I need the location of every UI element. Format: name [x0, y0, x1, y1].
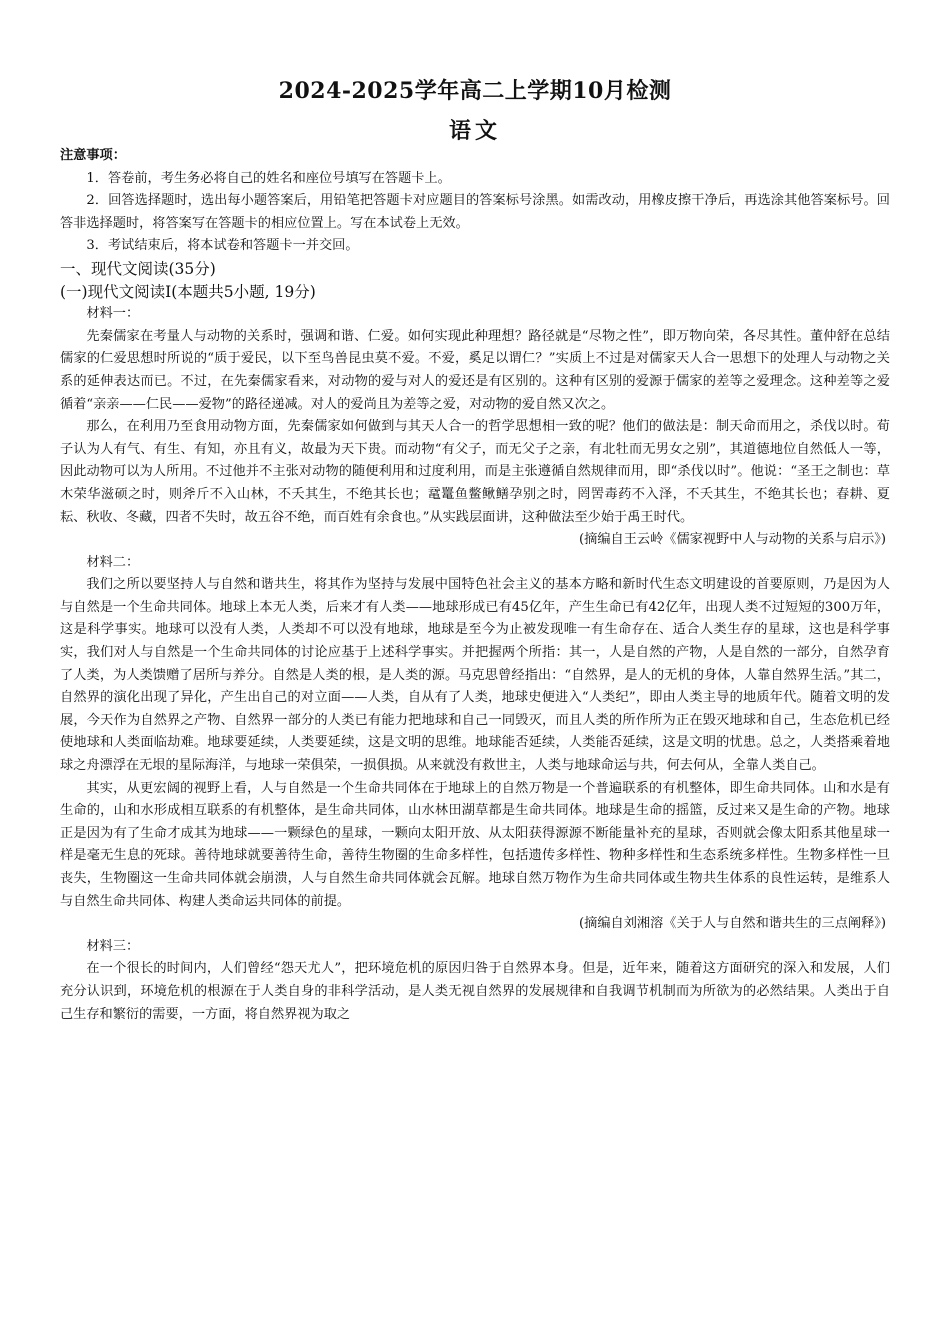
material-paragraph: 先秦儒家在考量人与动物的关系时，强调和谐、仁爱。如何实现此种理想？路径就是“尽物之性”，即万物向荣，各尽其性。董仲舒在总结儒家的仁爱思想时所说的“质于爱民，以下至鸟兽昆虫莫不爱。不爱，奚足以谓仁？”实质上不过是对儒家天人合一思想下的处理人与动物之关系的延伸表达而已。不过，在先秦儒家看来，对动物的爱与对人的爱还是有区别的。这种有区别的爱源于儒家的差等之爱理念。这种差等之爱循着“亲亲——仁民——爱物”的路径递减。对人的爱尚且为差等之爱，对动物的爱自然又次之。 [60, 328, 890, 412]
notice-heading: 注意事项： [60, 148, 126, 163]
notice-item: 3．考试结束后，将本试卷和答题卡一并交回。 [86, 238, 359, 254]
material-paragraph: 在一个很长的时间内，人们曾经“怨天尤人”，把环境危机的原因归咎于自然界本身。但是，近年来，随着这方面研究的深入和发展，人们充分认识到，环境危机的根源在于人类自身的非科学活动，是人类无视自然界的发展规律和自我调节机制而为所欲为的必然结果。人类出于自己生存和繁衍的需要，一方面，将自然界视为取之 [60, 961, 890, 1022]
subsection-title: (一)现代文阅读Ⅰ(本题共5小题, 19分) [60, 282, 316, 301]
material-label: 材料二： [86, 554, 140, 570]
subject-title: 语文 [448, 118, 501, 144]
material-source: (摘编自王云岭《儒家视野中人与动物的关系与启示》) [578, 532, 886, 548]
section-title: 一、现代文阅读(35分) [60, 259, 216, 278]
material-label: 材料三： [86, 938, 140, 954]
material-label: 材料一： [86, 306, 140, 322]
material-paragraph: 我们之所以要坚持人与自然和谐共生，将其作为坚持与发展中国特色社会主义的基本方略和新时代生态文明建设的首要原则，乃是因为人与自然是一个生命共同体。地球上本无人类，后来才有人类——地球形成已有45亿年，产生生命已有42亿年，出现人类不过短短的300万年，这是科学事实。地球可以没有人类，人类却不可以没有地球，地球是至今为止被发现唯一有生命存在、适合人类生存的星球，这也是科学事实，我们对人与自然是一个生命共同体的讨论应基于上述科学事实。并把握两个所指：其一，人是自然的产物，人是自然的一部分，自然孕育了人类，为人类馈赠了居所与养分。自然是人类的根，是人类的源。马克思曾经指出：“自然界，是人的无机的身体，人靠自然界生活。”其二，自然界的演化出现了异化，产生出自己的对立面——人类，自从有了人类，地球史便进入“人类纪”，即由人类主导的地质年代。随着文明的发展，今天作为自然界之产物、自然界一部分的人类已有能力把地球和自己一同毁灭，而且人类的所作所为正在毁灭地球和自己，生态危机已经使地球和人类面临劫难。地球要延续，人类要延续，这是文明的思维。地球能否延续，人类能否延续，这是文明的忧患。总之，人类搭乘着地球之舟漂浮在无垠的星际海洋，与地球一荣俱荣，一损俱损。从来就没有救世主，人类与地球命运与共，何去何从，全靠人类自己。 [60, 577, 890, 774]
material-paragraph: 其实，从更宏阔的视野上看，人与自然是一个生命共同体在于地球上的自然万物是一个普遍联系的有机整体，即生命共同体。山和水是有生命的，山和水形成相互联系的有机整体，是生命共同体，山水林田湖草都是生命共同体。地球是生命的摇篮，反过来又是生命的产物。地球正是因为有了生命才成其为地球——一颗绿色的星球，一颗向太阳开放、从太阳获得源源不断能量补充的星球，否则就会像太阳系其他星球一样是毫无生息的死球。善待地球就要善待生命，善待生物圈的生命多样性，包括遗传多样性、物种多样性和生态系统多样性。生物多样性一旦丧失，生物圈这一生命共同体就会崩溃，人与自然生命共同体就会瓦解。地球自然万物作为生命共同体或生物共生体系的良性运转，是维系人与自然生命共同体、构建人类命运共同体的前提。 [60, 780, 890, 909]
notice-item: 2．回答选择题时，选出每小题答案后，用铅笔把答题卡对应题目的答案标号涂黑。如需改动，用橡皮擦干净后，再选涂其他答案标号。回答非选择题时，将答案写在答题卡的相应位置上。写在本试卷上无效。 [60, 193, 890, 231]
material-paragraph: 那么，在利用乃至食用动物方面，先秦儒家如何做到与其天人合一的哲学思想相一致的呢？他们的做法是：制天命而用之，杀伐以时。荀子认为人有气、有生、有知，亦且有义，故最为天下贵。而动物“有父子，而无父子之亲，有北牡而无男女之别”，其道德地位自然低人一等，因此动物可以为人所用。不过他并不主张对动物的随便利用和过度利用，而是主张遵循自然规律而用，即“杀伐以时”。他说：“圣王之制也：草木荣华滋硕之时，则斧斤不入山林，不夭其生，不绝其长也；鼋鼍鱼鳖鳅鳝孕别之时，罔罟毒药不入泽，不夭其生，不绝其长也；春耕、夏耘、秋收、冬藏，四者不失时，故五谷不绝，而百姓有余食也。”从实践层面讲，这种做法至少始于禹王时代。 [60, 419, 890, 525]
exam-title: 2024-2025学年高二上学期10月检测 [278, 78, 672, 104]
material-source: (摘编自刘湘溶《关于人与自然和谐共生的三点阐释》) [578, 916, 886, 932]
notice-item: 1．答卷前，考生务必将自己的姓名和座位号填写在答题卡上。 [86, 170, 451, 186]
exam-body [60, 145, 890, 1026]
